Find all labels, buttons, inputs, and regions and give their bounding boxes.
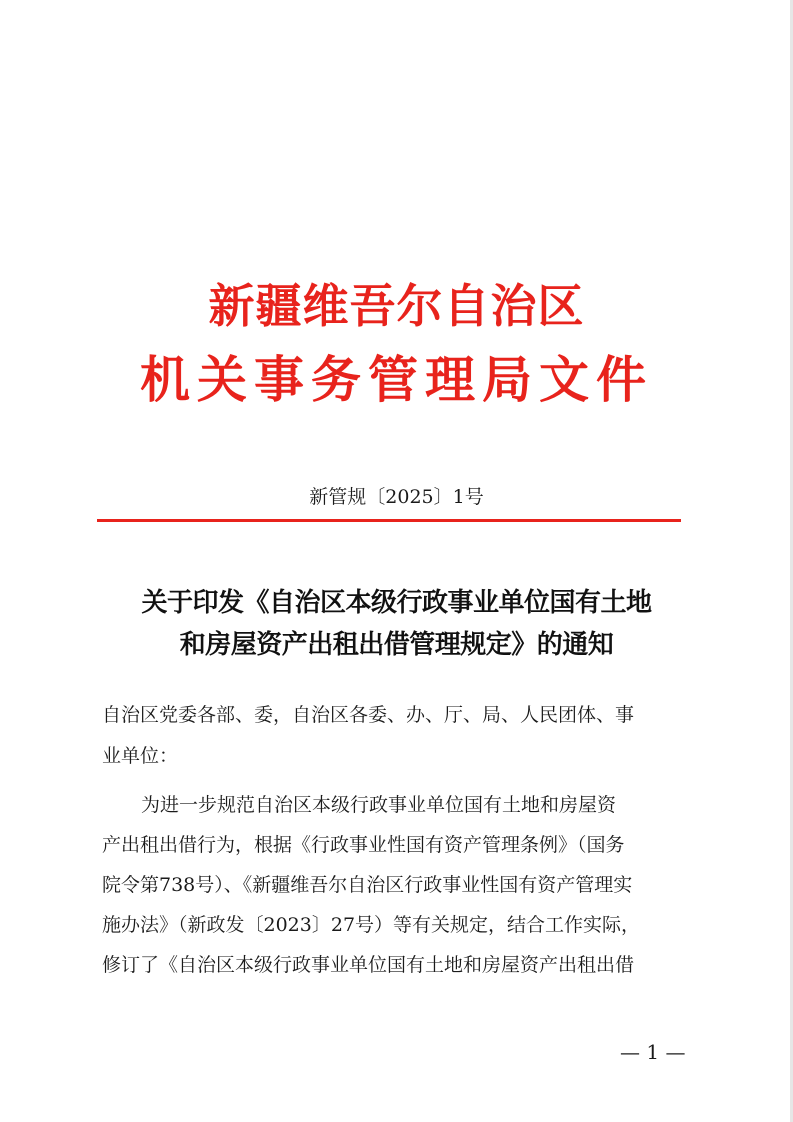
body-paragraph-line1: 为进一步规范自治区本级行政事业单位国有土地和房屋资 [141,794,617,816]
body-paragraph-line3: 院令第738号）、《新疆维吾尔自治区行政事业性国有资产管理实 [102,874,633,896]
issuer-header-line1: 新疆维吾尔自治区 [208,279,585,333]
body-paragraph-line5: 修订了《自治区本级行政事业单位国有土地和房屋资产出租出借 [102,954,635,976]
recipients-line2: 业单位： [102,745,179,767]
body-paragraph-line4: 施办法》（新政发〔2023〕27号）等有关规定，结合工作实际， [102,914,641,936]
recipients-line1: 自治区党委各部、委，自治区各委、办、厅、局、人民团体、事 [102,704,635,726]
body-paragraph-line2: 产出租出借行为，根据《行政事业性国有资产管理条例》（国务 [102,834,625,856]
document-title-line1: 关于印发《自治区本级行政事业单位国有土地 [141,588,652,618]
page-number: — 1 — [620,1040,686,1064]
document-number: 新管规〔2025〕1号 [309,486,484,508]
red-separator-line [97,519,681,522]
document-title-line2: 和房屋资产出租出借管理规定》的通知 [179,630,614,660]
issuer-header-line2: 机关事务管理局文件 [140,350,653,409]
